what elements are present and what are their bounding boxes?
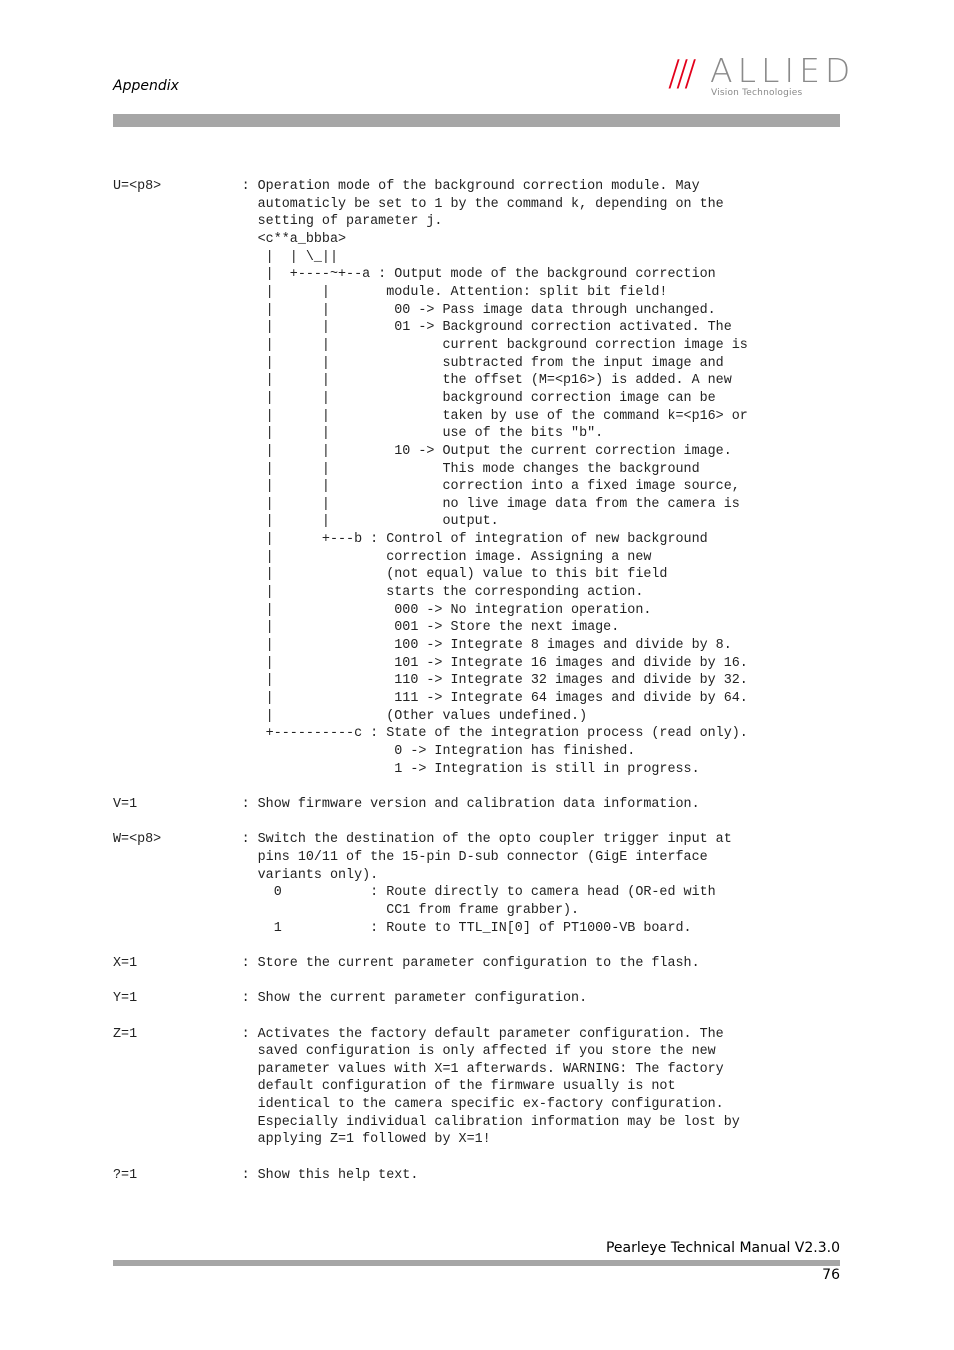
header-divider [113,114,840,127]
document-title: Pearleye Technical Manual V2.3.0 [605,1240,840,1256]
command-help-text: U=<p8> : Operation mode of the background correction module. May automaticly be set to 1 by the command k, depending on the setting of parameter j. <c**a_bbba> | | \_|| | +----~+--a : Output mode of the background correction | | module. Attention: split bit field! | | 00 -> Pass image data through unchanged. | | 01 -> Background correction activated. The | | current background correction image is | | subtracted from the input image and | | the offset (M=<p16>) is added. A new | | background correction image can be | | taken by use of the command k=<p16> or | | use of the bits "b". | | 10 -> Output the current correction image. | | This mode changes the background | | correction into a fixed image source, | | no live image data from the camera is | | output. | +---b : Control of integration of new background | correction image. Assigning a new | (not equal) value to this bit field | starts the corresponding action. | 000 -> No integration operation. | 001 -> Store the next image. | 100 -> Integrate 8 images and divide by 8. | 101 -> Integrate 16 images and divide by 16. | 110 -> Integrate 32 images and divide by 32. | 111 -> Integrate 64 images and divide by 64. | (Other values undefined.) +----------c : State of the integration process (read only). 0 -> Integration has finished. 1 -> Integration is still in progress. V=1 : Show firmware version and calibration data information. W=<p8> : Switch the destination of the opto coupler trigger input at pins 10/11 of the 15-pin D-sub connector (GigE interface variants only). 0 : Route directly to camera head (OR-ed with CC1 from frame grabber). 1 : Route to TTL_IN[0] of PT1000-VB board. X=1 : Store the current parameter configuration to the flash. Y=1 : Show the current parameter configuration. Z=1 : Activates the factory default parameter configuration. The saved configuration is only affected if you store the new parameter values with X=1 afterwards. WARNING: The factory default configuration of the firmware usually is not identical to the camera specific ex-factory configuration. Especially individual calibration information may be lost by applying Z=1 followed by X=1! ?=1 : Show this help text. [113,179,748,1183]
logo-wordmark: ALLIED [710,51,856,90]
allied-logo [668,51,856,100]
footer-divider [113,1260,840,1266]
logo-tagline: Vision Technologies [711,88,803,98]
page-number: 76 [822,1267,840,1283]
logo-slashes: /// [668,53,693,94]
section-title: Appendix [113,78,179,94]
